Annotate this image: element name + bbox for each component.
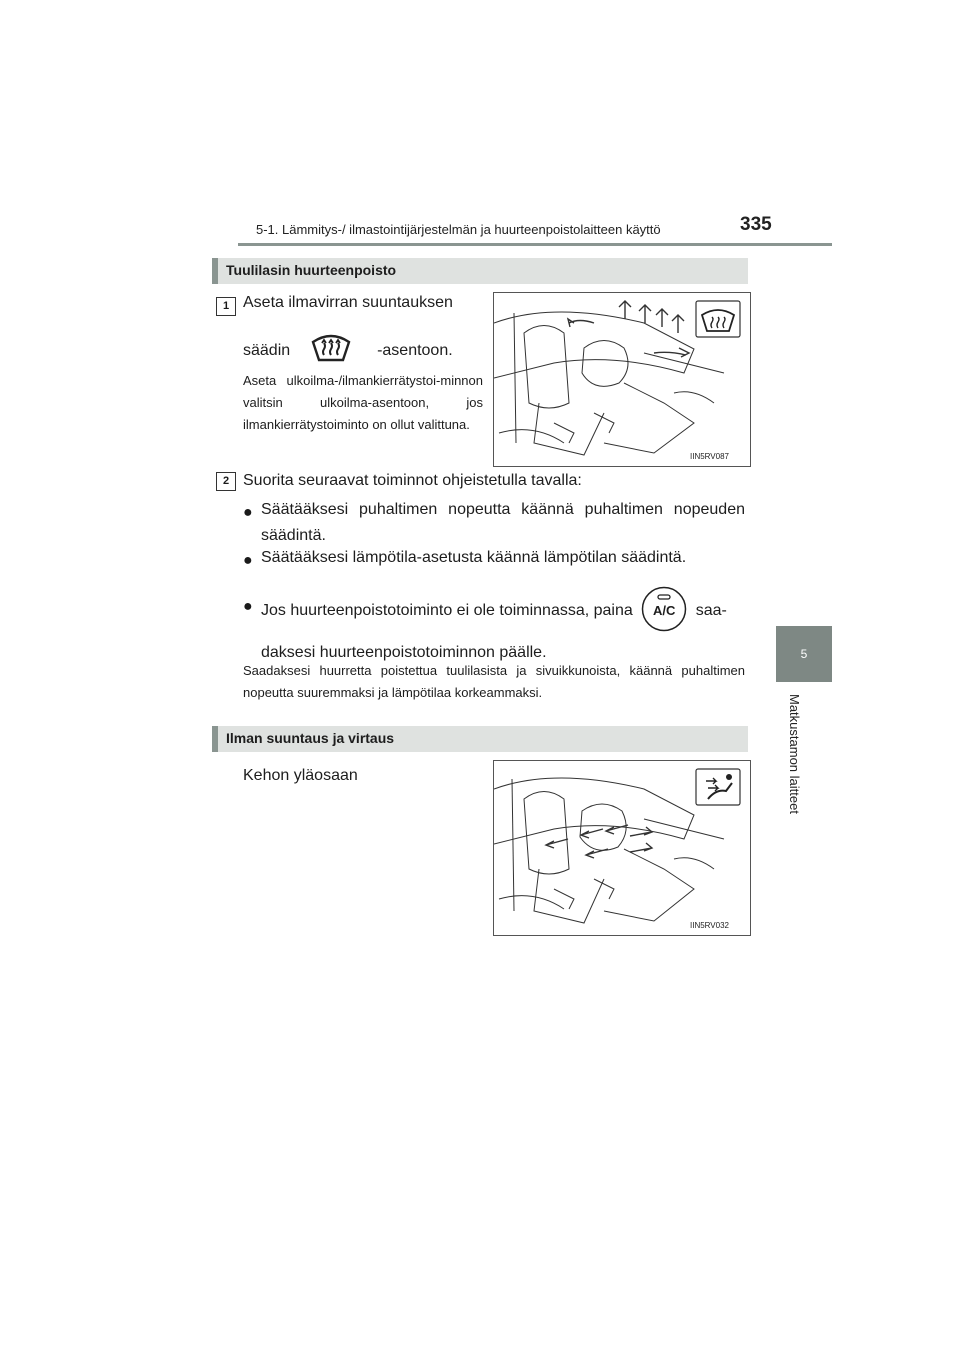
bullet-text: Säätääksesi puhaltimen nopeutta käännä puhaltimen nopeuden säädintä. xyxy=(261,501,745,544)
step1-note: Aseta ulkoilma-/ilmankierrätystoi-minnon valitsin ulkoilma-asentoon, jos ilmankierrätystoiminto on ollut valittuna. xyxy=(243,373,483,432)
ac-label: A/C xyxy=(653,603,676,618)
bullet-text: Säätääksesi lämpötila-asetusta käännä lämpötilan säädintä. xyxy=(261,549,687,566)
step-number-1: 1 xyxy=(216,297,236,316)
step1-line2-before: säädin xyxy=(243,342,291,360)
step2-bullet-1 xyxy=(243,497,753,549)
step2-intro: Suorita seuraavat toiminnot ohjeistetulla tavalla: xyxy=(243,472,582,489)
chapter-title: 5-1. Lämmitys-/ ilmastointijärjestelmän ja huurteenpoistolaitteen käyttö xyxy=(256,222,661,237)
header-rule xyxy=(238,243,832,246)
bullet-icon: ● xyxy=(243,598,253,615)
windshield-defroster-icon xyxy=(311,328,351,374)
figure-code: IIN5RV032 xyxy=(690,921,729,930)
chapter-tab: 5 xyxy=(776,626,832,682)
chapter-tab-label-wrapper xyxy=(788,694,806,894)
figure-defroster-airflow xyxy=(493,292,751,467)
bullet-icon: ● xyxy=(243,504,253,521)
section-title: Tuulilasin huurteenpoisto xyxy=(226,262,397,278)
bullet-icon: ● xyxy=(243,552,253,569)
cabin-illustration-upper-body xyxy=(494,761,750,935)
step2-bullet-2 xyxy=(243,545,753,571)
cabin-illustration-defrost xyxy=(494,293,750,466)
section-accent xyxy=(212,258,218,284)
face-vent-icon-inset xyxy=(696,769,740,805)
ac-button-icon xyxy=(641,586,687,632)
section-heading-airflow xyxy=(212,726,748,752)
section-title: Ilman suuntaus ja virtaus xyxy=(226,730,395,746)
step-number-2: 2 xyxy=(216,472,236,491)
airflow-item-upper-body: Kehon yläosaan xyxy=(243,767,358,784)
chapter-tab-label: Matkustamon laitteet xyxy=(787,694,802,814)
page-number: 335 xyxy=(740,214,772,235)
step1-line2-after: -asentoon. xyxy=(377,342,453,360)
bullet-text-line2: daksesi huurteenpoistotoiminnon päälle. xyxy=(261,644,547,661)
bullet3-before: Jos huurteenpoistotoiminto ei ole toiminnassa, paina xyxy=(261,602,633,620)
bullet-text-line1 xyxy=(261,588,753,634)
step2-bullet-3 xyxy=(243,588,753,666)
step1-line2 xyxy=(243,328,483,374)
defroster-icon-inset xyxy=(696,301,740,337)
step2-note: Saadaksesi huurretta poistettua tuulilasista ja sivuikkunoista, käännä puhaltimen nopeutta suuremmaksi ja lämpötilaa korkeammaksi. xyxy=(243,663,745,700)
section-accent xyxy=(212,726,218,752)
step1-line1: Aseta ilmavirran suuntauksen xyxy=(243,294,453,311)
section-heading-defrost xyxy=(212,258,748,284)
bullet3-after: saa- xyxy=(695,602,727,620)
figure-code: IIN5RV087 xyxy=(690,452,729,461)
figure-upper-body-airflow xyxy=(493,760,751,936)
